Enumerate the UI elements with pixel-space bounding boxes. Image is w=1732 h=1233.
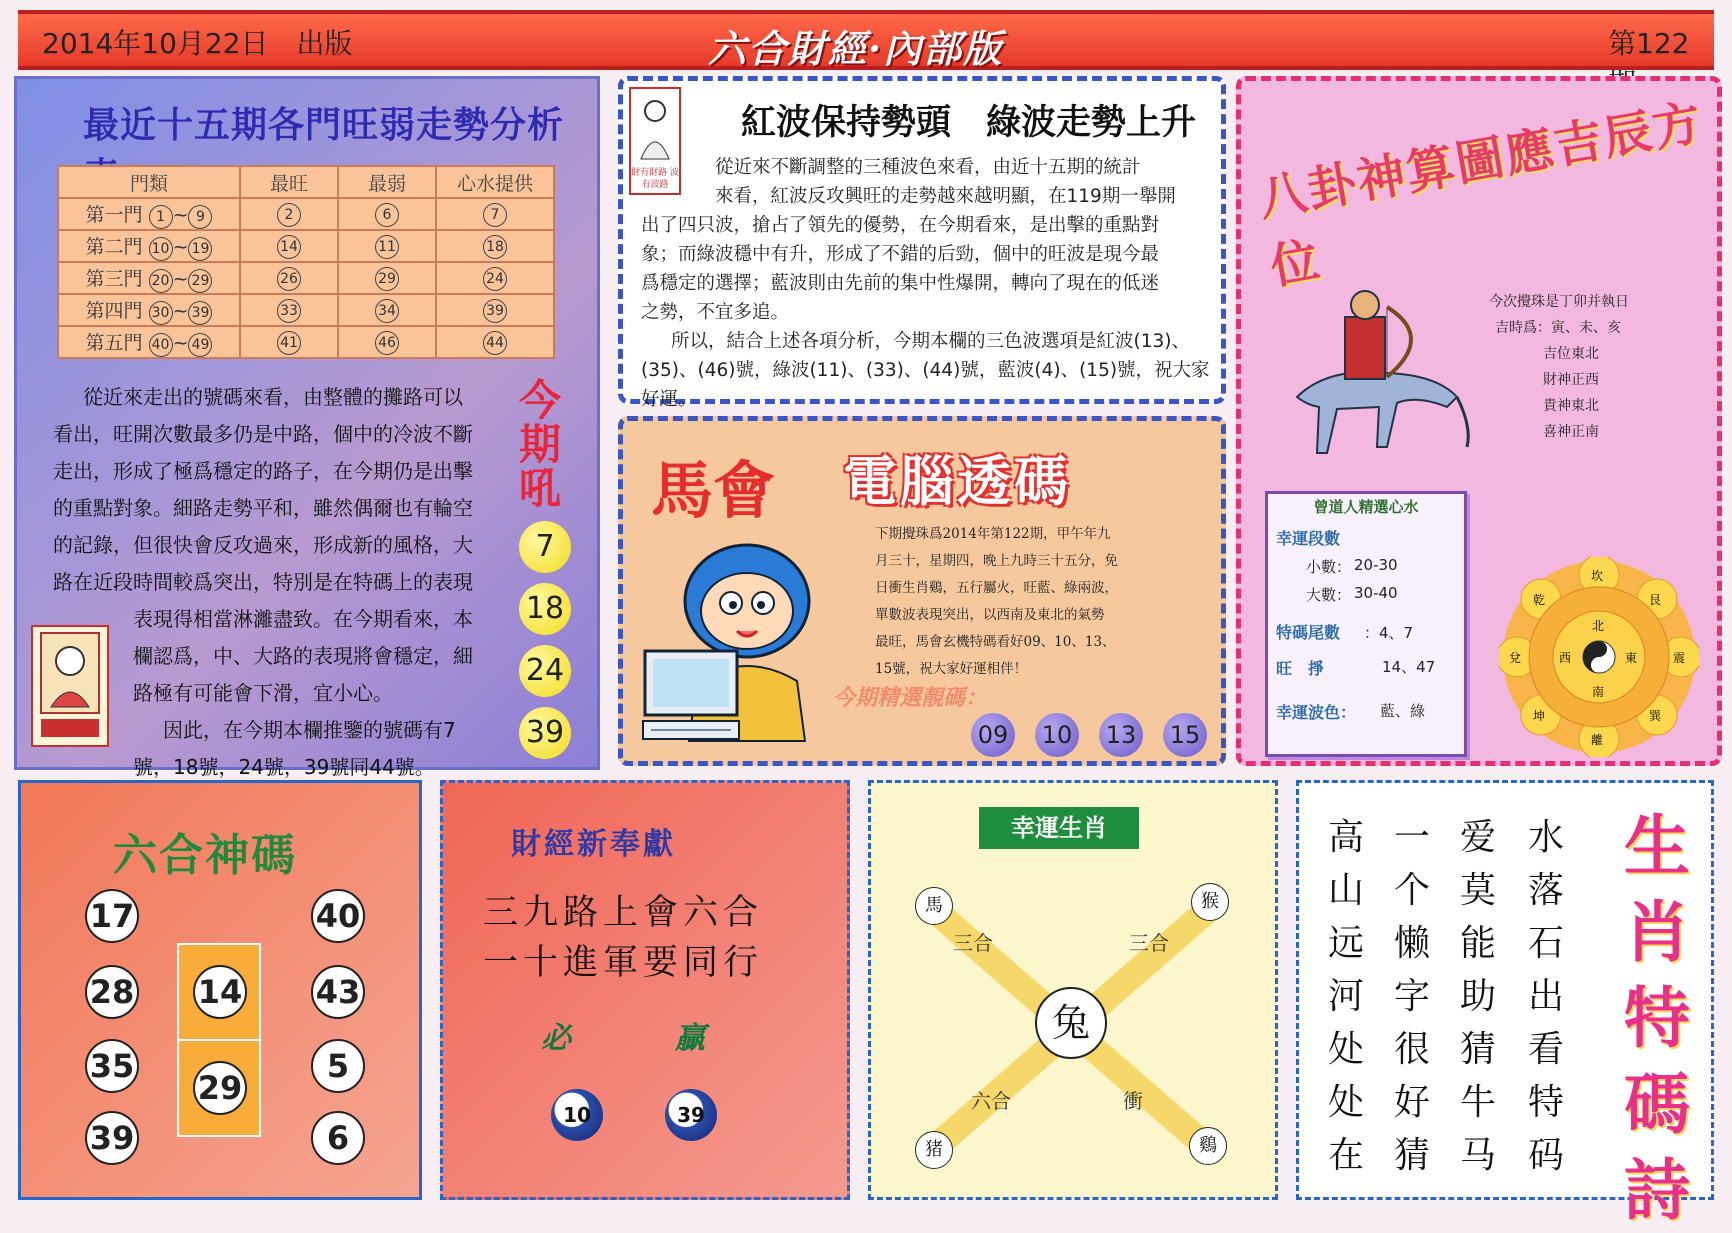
wave-color-label: 幸運波色： [1276,703,1357,722]
shenma-number: 29 [193,1061,247,1115]
max-value: 41 [277,331,301,355]
zodiac-circle: 猴 [1191,883,1229,921]
big-label: 大數： [1306,586,1352,604]
range-start: 40 [149,333,173,357]
zodiac-circle: 鷄 [1189,1127,1227,1165]
xinshui-box [1265,491,1467,757]
tip-value: 24 [483,267,507,291]
shenma-number: 39 [85,1111,139,1165]
caijing-bi: 必 [541,1021,571,1056]
liuhe-shenma-panel [18,780,422,1200]
wave-line: 出了四只波，搶占了領先的優勢，在今期看來，是出擊的重點對 [641,215,1160,236]
publication-title: 六合財經·內部版 [708,26,1004,71]
select-ball: 15 [1163,713,1207,757]
bagua-note-line: 財神正西 [1543,372,1599,388]
zodiac-circle: 猪 [915,1131,953,1169]
trend-paragraph-line: 走出，形成了極爲穩定的路子，在今期仍是出擊 [53,459,473,483]
trend-paragraph-line: 路極有可能會下滑，宜小心。 [133,681,393,705]
col-tip: 心水提供 [436,166,554,198]
trend-paragraph-line: 欄認爲，中、大路的表現將會穩定，細 [133,644,473,668]
issue-date: 2014年10月22日 出版 [42,27,353,60]
shenma-number: 43 [311,965,365,1019]
hot-value: 14、47 [1382,658,1436,676]
bagua-compass-icon [1499,557,1699,757]
table-row: 第三門 20 ~ 29 26 29 24 [58,262,554,294]
big-value: 30-40 [1354,584,1398,602]
trend-paragraph-line: 號，18號，24號，39號同44號。 [133,755,435,779]
max-value: 26 [277,267,301,291]
range-start: 20 [149,269,173,293]
tail-label: 特碼尾數 [1276,623,1341,642]
trigram-label: 乾 [1533,593,1546,607]
row-label: 第二門 [85,235,143,258]
trigram-label: 艮 [1649,593,1662,607]
wave-title: 紅波保持勢頭 綠波走勢上升 [741,103,1197,143]
min-value: 6 [375,203,399,227]
trigram-label: 兌 [1509,651,1522,665]
row-label: 第三門 [85,267,143,290]
direction-label: 北 [1592,619,1605,633]
header-bar [18,10,1714,70]
table-row: 第五門 40 ~ 49 41 46 44 [58,326,554,358]
caijing-line: 一十進軍要同行 [483,943,764,983]
mahui-line: 15號，祝大家好運相伴！ [875,661,1028,677]
deity-image [31,625,109,747]
bagua-notes [1489,289,1629,445]
trigram-label: 坤 [1533,709,1546,723]
mahui-title: 電腦透碼 [843,449,1071,513]
pick-ball: 24 [519,645,571,697]
select-ball: 09 [971,713,1015,757]
bagua-note-line: 今次攪珠是丁卯并執日 [1489,294,1629,310]
caijing-title: 財經新奉獻 [511,827,676,862]
issue-number: 第122 [1608,27,1690,60]
zodiac-poem-panel [1296,780,1714,1229]
col-max: 最旺 [240,166,338,198]
mahui-line: 單數波表現突出，以西南及東北的氣勢 [875,607,1105,623]
wave-line: 從近來不斷調整的三種波色來看，由近十五期的統計 [715,157,1141,178]
mahui-line: 下期攪珠爲2014年第122期，甲午年九 [875,526,1111,542]
mahui-logo: 馬會 [651,454,776,527]
mahui-line: 日衝生肖鷄，五行屬火，旺藍、綠兩波， [875,580,1118,596]
mahui-line: 月三十，星期四，晚上九時三十五分，免 [875,553,1118,569]
range-end: 39 [188,301,212,325]
hot-label: 旺 掙 [1276,659,1325,678]
shenma-number: 40 [311,889,365,943]
caijing-line: 三九路上會六合 [483,893,764,933]
tip-value: 18 [483,235,507,259]
trigram-label: 坎 [1591,569,1604,583]
small-label: 小數： [1306,558,1352,576]
trend-paragraph-line: 因此，在今期本欄推鑒的號碼有7 [163,718,456,742]
trend-analysis-panel [14,76,600,779]
shenma-number: 28 [85,965,139,1019]
wave-stamp-text: 財有財路 波有波路 [631,168,679,190]
table-row: 第一門 1 ~ 9 2 6 7 [58,198,554,230]
range-end: 9 [188,205,212,229]
trend-paragraph-line: 表現得相當淋灕盡致。在今期看來，本 [133,607,473,631]
zodiac-relation: 三合 [953,931,993,955]
caijing-ball: 39 [665,1089,717,1141]
bagua-note-line: 貴神東北 [1543,398,1599,414]
bagua-note-line: 喜神正南 [1543,424,1599,440]
trend-title: 最近十五期各門旺弱走勢分析 [83,104,565,146]
bagua-note-line: 吉位東北 [1543,346,1599,362]
trend-table [57,165,555,359]
wave-body [641,153,1215,414]
mahui-body [875,521,1215,683]
trend-paragraph-line: 的記錄，但很快會反攻過來，形成新的風格，大 [53,533,473,557]
poem-column: 爱莫能助猜牛马 [1459,817,1496,1176]
warrior-horse-image [1267,277,1477,461]
wave-analysis-panel [618,76,1226,410]
direction-label: 西 [1559,651,1572,665]
mahui-computer-panel [618,416,1226,766]
col-category: 門類 [58,166,240,198]
pick-ball: 18 [519,583,571,635]
table-row: 第二門 10 ~ 19 14 11 18 [58,230,554,262]
wave-line: 爲穩定的選擇；藍波則由先前的集中性爆開，轉向了現在的低迷 [641,273,1160,294]
tail-value: ：4、7 [1364,624,1414,642]
cartoon-computer-image [637,531,837,751]
max-value: 33 [277,299,301,323]
trend-paragraph-line: 的重點對象。細路走勢平和，雖然偶爾也有輪空 [53,496,473,520]
wave-line: (35)、(46)號，綠波(11)、(33)、(44)號，藍波(4)、(15)號，祝大家好運。 [641,360,1210,410]
direction-label: 東 [1625,651,1638,665]
max-value: 2 [277,203,301,227]
table-row: 第四門 30 ~ 39 33 34 39 [58,294,554,326]
shenma-title: 六合神碼 [113,830,297,881]
bagua-title: 八卦神算圖應吉辰方位 [1254,94,1708,296]
wave-line: 來看，紅波反攻興旺的走勢越來越明顯，在119期一舉開 [715,186,1176,207]
direction-label: 南 [1592,685,1605,699]
trend-paragraph-line: 看出，旺開次數最多仍是中路，個中的冷波不斷 [53,422,473,446]
caijing-gift-panel [440,780,850,1200]
trigram-label: 巽 [1649,709,1662,723]
tip-value: 39 [483,299,507,323]
range-end: 49 [188,333,212,357]
row-label: 第四門 [85,299,143,322]
poem-column: 一个懒字很好猜 [1393,817,1430,1176]
bagua-panel [1236,76,1722,766]
shenma-number: 17 [85,889,139,943]
wave-line: 之勢，不宜多追。 [641,302,790,323]
wave-color-value: 藍、綠 [1380,702,1426,720]
zodiac-relation: 三合 [1129,931,1169,955]
min-value: 29 [375,267,399,291]
shenma-number: 5 [311,1039,365,1093]
min-value: 34 [375,299,399,323]
wave-line: 所以，結合上述各項分析，今期本欄的三色波選項是紅波(13)、 [671,331,1190,352]
row-label: 第一門 [85,203,143,226]
zodiac-relation: 六合 [971,1089,1011,1113]
lucky-range-label: 幸運段數 [1276,529,1341,548]
mahui-line: 最旺，馬會玄機特碼看好09、10、13、 [875,634,1116,650]
pick-ball: 7 [519,521,571,573]
select-ball: 10 [1035,713,1079,757]
poem-title: 生肖特碼詩 [1624,807,1690,1229]
shenma-number: 14 [193,965,247,1019]
trend-table-header [58,166,554,198]
range-end: 29 [188,269,212,293]
center-zodiac: 兔 [1035,987,1107,1059]
bagua-note-line: 吉時爲：寅、未、亥 [1495,320,1621,336]
trigram-label: 離 [1591,733,1604,747]
lucky-zodiac-panel [868,780,1278,1200]
min-value: 46 [375,331,399,355]
pick-ball: 39 [519,707,571,759]
trend-paragraph-line: 從近來走出的號碼來看，由整體的攤路可以 [83,385,463,409]
poem-column: 水落石出看特码 [1527,817,1564,1176]
zodiac-circle: 馬 [915,887,953,925]
col-min: 最弱 [338,166,436,198]
tip-value: 7 [483,203,507,227]
trigram-label: 震 [1673,651,1686,665]
row-label: 第五門 [85,331,143,354]
trend-paragraph-line: 路在近段時間較爲突出，特別是在特碼上的表現 [53,570,473,594]
lucky-title: 幸運生肖 [979,807,1139,849]
wave-line: 象；而綠波穩中有升，形成了不錯的后勁，個中的旺波是現今最 [641,244,1160,265]
select-ball: 13 [1099,713,1143,757]
select-label: 今期精選靚碼： [833,686,988,711]
caijing-ying: 贏 [675,1021,705,1056]
jinqi-label: 今期吼 [518,376,561,513]
range-start: 30 [149,301,173,325]
max-value: 14 [277,235,301,259]
range-start: 10 [149,237,173,261]
zodiac-relation: 衝 [1123,1089,1143,1113]
range-start: 1 [149,205,173,229]
poem-column: 高山远河处处在 [1327,817,1364,1176]
shenma-number: 6 [311,1111,365,1165]
xinshui-title: 曾道人精選心水 [1313,498,1419,516]
min-value: 11 [375,235,399,259]
range-end: 19 [188,237,212,261]
caijing-ball: 10 [551,1089,603,1141]
tip-value: 44 [483,331,507,355]
shenma-number: 35 [85,1039,139,1093]
small-value: 20-30 [1354,556,1398,574]
